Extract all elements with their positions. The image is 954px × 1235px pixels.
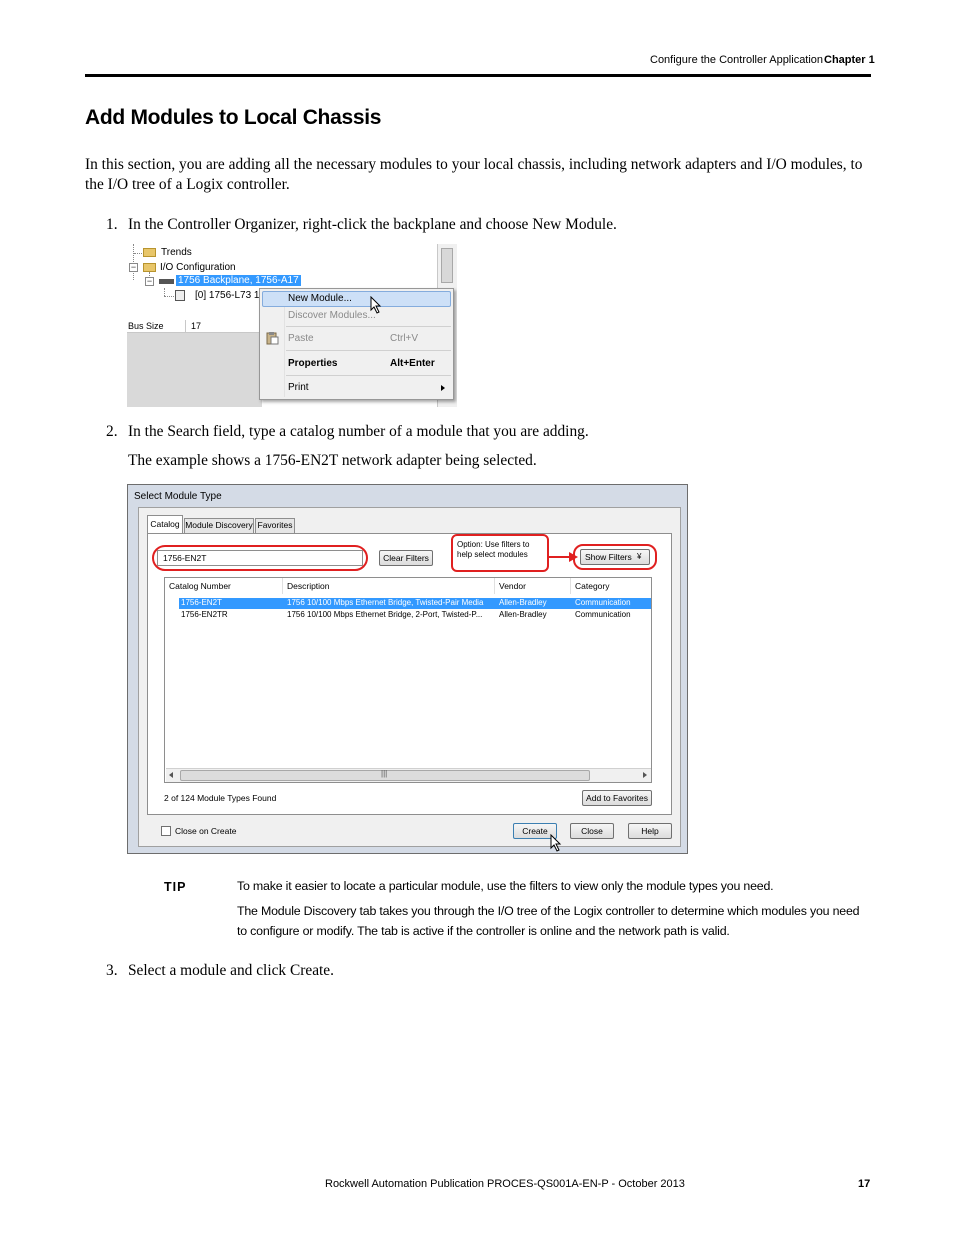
menu-item-print[interactable]: Print	[288, 382, 309, 393]
grip-icon: |||	[381, 769, 388, 778]
step-text: In the Controller Organizer, right-click the backplane and choose New Module.	[128, 216, 617, 233]
close-on-create-checkbox[interactable]	[161, 826, 171, 836]
table-cell: 1756-EN2TR	[181, 610, 228, 619]
paste-icon	[265, 331, 279, 345]
table-cell: Communication	[575, 598, 631, 607]
properties-grid	[127, 320, 262, 407]
double-chevron-down-icon: ¥	[637, 552, 642, 561]
folder-icon	[143, 263, 156, 272]
step-text: In the Search field, type a catalog number of a module that you are adding.	[128, 423, 589, 440]
callout-arrow	[549, 556, 571, 558]
scrollbar-thumb[interactable]	[441, 248, 453, 283]
show-filters-highlight	[573, 544, 657, 570]
controller-icon	[175, 290, 185, 301]
table-cell: Allen-Bradley	[499, 610, 547, 619]
properties-shortcut: Alt+Enter	[390, 358, 435, 369]
clear-filters-button[interactable]: Clear Filters	[379, 550, 433, 566]
scrollbar-thumb[interactable]	[180, 770, 590, 781]
found-count: 2	[164, 793, 169, 803]
add-to-favorites-button[interactable]: Add to Favorites	[582, 790, 652, 806]
column-header-description[interactable]: Description	[283, 578, 495, 594]
create-button[interactable]: Create	[513, 823, 557, 839]
column-header-vendor[interactable]: Vendor	[495, 578, 571, 594]
menu-item-new-module[interactable]: New Module...	[288, 293, 352, 304]
select-module-type-dialog	[127, 484, 688, 854]
show-filters-label: Show Filters	[585, 552, 632, 562]
tip-text-1: To make it easier to locate a particular module, use the filters to view only the module types you need.	[237, 879, 774, 893]
dialog-body	[138, 507, 681, 847]
table-cell: Allen-Bradley	[499, 598, 547, 607]
filters-callout	[451, 534, 549, 572]
page-title: Add Modules to Local Chassis	[85, 106, 382, 129]
search-highlight-ellipse	[152, 545, 368, 571]
context-menu-screenshot	[127, 244, 457, 407]
tip-text-2: The Module Discovery tab takes you through the I/O tree of the Logix controller to determine which modules you need to configure or modify. The tab is active if the controller is online and the network path is valid.	[237, 904, 860, 938]
tree-item-io-configuration[interactable]: I/O Configuration	[160, 262, 236, 273]
step-text: Select a module and click Create.	[128, 962, 334, 979]
step-2-note: The example shows a 1756-EN2T network adapter being selected.	[128, 452, 537, 469]
scroll-left-icon[interactable]	[169, 772, 173, 778]
submenu-arrow-icon	[441, 385, 445, 391]
menu-item-properties[interactable]: Properties	[288, 358, 338, 369]
search-input[interactable]: 1756-EN2T	[157, 550, 363, 566]
mouse-cursor-icon	[550, 834, 562, 852]
header-rule	[85, 74, 871, 77]
tab-module-discovery[interactable]: Module Discovery	[184, 518, 254, 533]
backplane-icon	[159, 279, 174, 284]
collapse-icon[interactable]: −	[130, 262, 137, 272]
property-value: 17	[191, 321, 202, 331]
step-number: 1.	[106, 216, 118, 233]
horizontal-scrollbar[interactable]	[166, 768, 651, 782]
property-name: Bus Size	[128, 321, 164, 331]
collapse-icon[interactable]: −	[146, 276, 153, 286]
footer-publication: Rockwell Automation Publication PROCES-QS001A-EN-P - October 2013	[325, 1178, 685, 1190]
module-count	[164, 793, 276, 803]
step-number: 2.	[106, 423, 118, 440]
menu-item-paste[interactable]: Paste	[288, 333, 314, 344]
paste-shortcut: Ctrl+V	[390, 333, 419, 344]
column-header-category[interactable]: Category	[575, 581, 610, 591]
intro-paragraph: In this section, you are adding all the necessary modules to your local chassis, including network adapters and I/O modules, to the I/O tree of a Logix controller.	[85, 156, 863, 193]
step-number: 3.	[106, 962, 118, 979]
running-header-chapter: Chapter 1	[824, 54, 875, 66]
table-cell: Communication	[575, 610, 631, 619]
module-list	[164, 577, 652, 783]
help-button[interactable]: Help	[628, 823, 672, 839]
tip-label: TIP	[164, 880, 187, 894]
running-header-section: Configure the Controller Application	[650, 54, 824, 66]
table-cell: 1756 10/100 Mbps Ethernet Bridge, Twisted-Pair Media	[287, 598, 484, 607]
found-text: of 124 Module Types Found	[171, 793, 277, 803]
page-number: 17	[858, 1178, 871, 1190]
menu-item-discover-modules[interactable]: Discover Modules...	[288, 310, 376, 321]
property-row	[127, 320, 262, 333]
tab-favorites[interactable]: Favorites	[255, 518, 295, 533]
callout-line-1: Option: Use filters to	[457, 540, 530, 549]
table-cell: 1756 10/100 Mbps Ethernet Bridge, 2-Port, Twisted-P...	[287, 610, 483, 619]
callout-line-2: help select modules	[457, 550, 528, 559]
tree-item-backplane[interactable]: 1756 Backplane, 1756-A17	[178, 275, 299, 286]
folder-icon	[143, 248, 156, 257]
table-cell: 1756-EN2T	[181, 598, 222, 607]
close-button[interactable]: Close	[570, 823, 614, 839]
context-menu	[259, 288, 454, 400]
close-on-create-label: Close on Create	[175, 826, 237, 836]
dialog-title: Select Module Type	[134, 491, 222, 502]
column-header-catalog-number[interactable]: Catalog Number	[165, 578, 283, 594]
scroll-right-icon[interactable]	[643, 772, 647, 778]
tab-catalog[interactable]: Catalog	[147, 515, 183, 534]
tree-item-controller[interactable]: [0] 1756-L73 1	[195, 290, 260, 301]
tree-item-trends[interactable]: Trends	[161, 247, 192, 258]
